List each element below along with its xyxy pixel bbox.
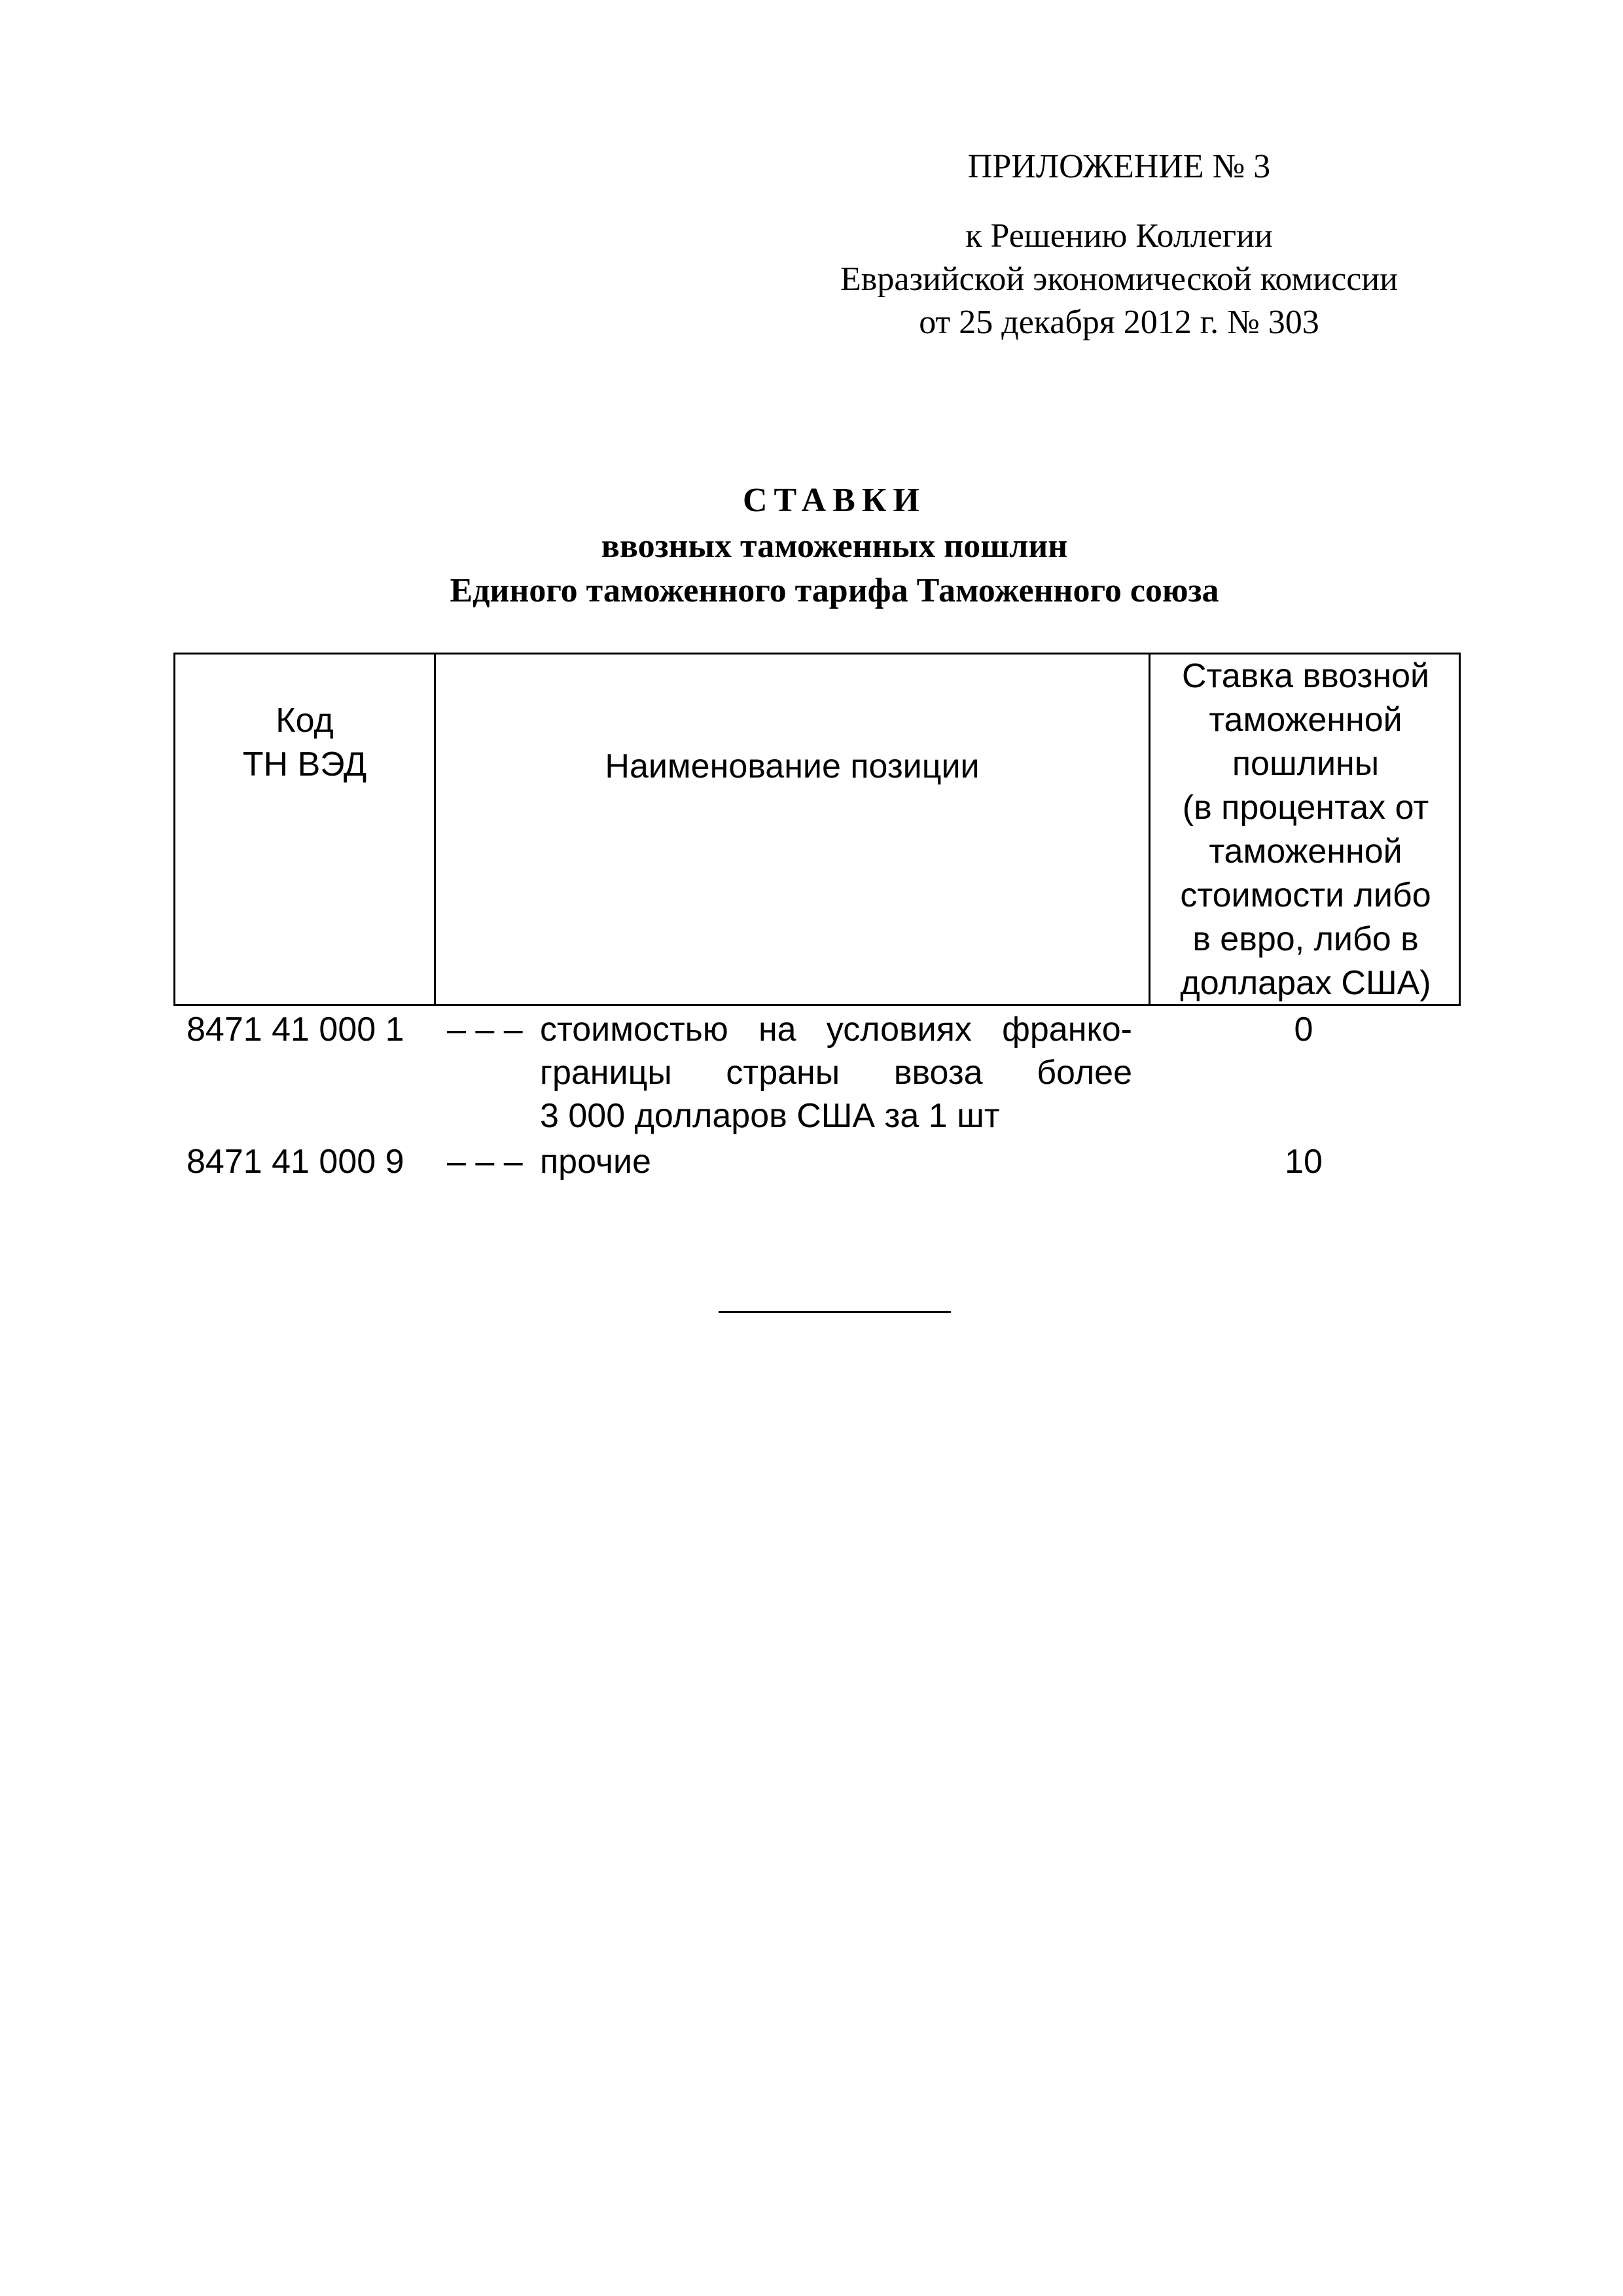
end-separator-line	[719, 1311, 951, 1313]
row-rate: 0	[1294, 1011, 1313, 1049]
appendix-title: ПРИЛОЖЕНИЕ № 3	[967, 148, 1271, 185]
row-description	[540, 1008, 1132, 1138]
row-description-line: границы страны ввоза более	[540, 1054, 1132, 1092]
header-rate-line: долларах США)	[1180, 964, 1431, 1002]
header-code-line1: Код	[276, 702, 334, 740]
header-rate-line: в евро, либо в	[1192, 920, 1419, 958]
header-name: Наименование позиции	[605, 747, 980, 785]
row-dash: – – –	[447, 1011, 523, 1049]
row-rate: 10	[1285, 1143, 1323, 1181]
header-rate-line: пошлины	[1232, 745, 1380, 783]
header-code	[175, 699, 434, 787]
header-rate	[1150, 655, 1461, 1005]
appendix-reference-line2: Евразийской экономической комиссии	[840, 260, 1398, 298]
header-rate-line: Ставка ввозной	[1181, 657, 1430, 695]
appendix-reference-line1: к Решению Коллегии	[965, 217, 1273, 255]
header-rate-line: стоимости либо	[1180, 876, 1431, 914]
column-divider	[434, 655, 436, 1004]
row-description-line: 3 000 долларов США за 1 шт	[540, 1097, 1000, 1135]
document-subtitle-line2: Единого таможенного тарифа Таможенного союза	[450, 572, 1219, 609]
header-code-line2: ТН ВЭД	[242, 745, 367, 783]
header-rate-line: таможенной	[1209, 701, 1402, 739]
row-dash: – – –	[447, 1143, 523, 1181]
document-subtitle-line1: ввозных таможенных пошлин	[601, 528, 1068, 565]
row-description: прочие	[540, 1143, 651, 1181]
header-rate-line: (в процентах от	[1182, 789, 1429, 827]
row-code: 8471 41 000 9	[187, 1143, 404, 1181]
table-header	[173, 653, 1461, 1006]
row-description-line: стоимостью на условиях франко-	[540, 1011, 1132, 1049]
document-title: СТАВКИ	[742, 482, 927, 519]
row-code: 8471 41 000 1	[187, 1011, 404, 1049]
header-rate-line: таможенной	[1209, 833, 1402, 870]
appendix-reference-line3: от 25 декабря 2012 г. № 303	[919, 304, 1319, 341]
